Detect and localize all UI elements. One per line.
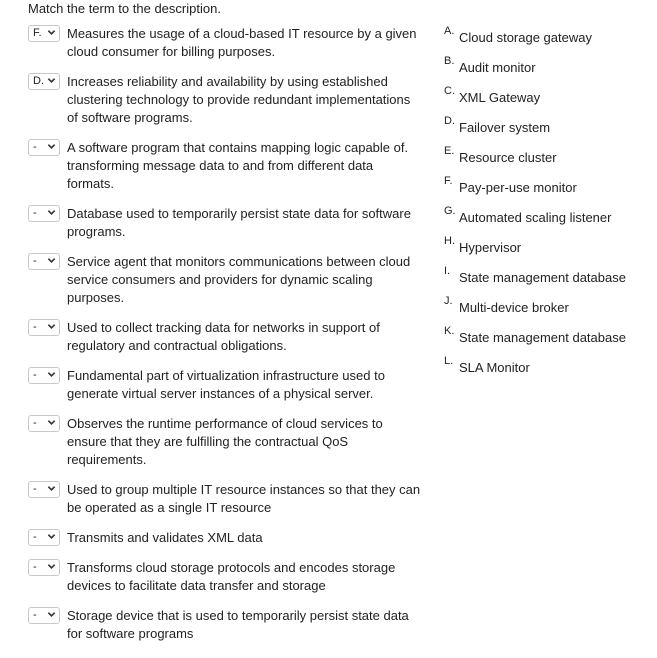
option-text: Hypervisor [459,240,522,255]
select-value: - [33,321,37,333]
question-text: Used to group multiple IT resource instances so that they can be operated as a single IT resource [67,482,421,515]
option-text: Audit monitor [459,60,536,75]
select-value: - [33,483,37,495]
answer-option [444,327,626,349]
answer-select[interactable] [28,481,60,498]
option-letter: C. [444,85,455,97]
option-letter: D. [444,115,455,127]
answer-select[interactable] [28,559,60,576]
select-value: - [33,609,37,621]
option-letter: A. [444,25,455,37]
instructions-text: Match the term to the description. [28,1,221,16]
answer-option [444,177,577,199]
option-letter: K. [444,325,455,337]
question-row [28,25,439,61]
answer-option [444,117,550,139]
question-text: Measures the usage of a cloud-based IT resource by a given cloud consumer for billing purposes. [67,26,417,59]
option-letter: B. [444,55,455,67]
select-value: - [33,255,37,267]
answer-select[interactable] [28,319,60,336]
option-letter: I. [444,265,451,277]
chevron-down-icon [47,370,56,379]
question-row [28,529,439,547]
answer-option [444,207,611,229]
chevron-down-icon [47,532,56,541]
answer-select[interactable] [28,139,60,156]
answer-select[interactable] [28,607,60,624]
answer-select[interactable] [28,25,60,42]
question-row [28,481,439,517]
question-text: Database used to temporarily persist state data for software programs. [67,206,411,239]
question-row [28,139,439,193]
select-value: - [33,369,37,381]
option-text: State management database [459,270,626,285]
option-text: Automated scaling listener [459,210,612,225]
question-row [28,319,439,355]
question-row [28,559,439,595]
question-text: Observes the runtime performance of cloud services to ensure that they are fulfilling the contractual QoS requirements. [67,416,383,467]
option-text: SLA Monitor [459,360,530,375]
chevron-down-icon [47,142,56,151]
question-text: Fundamental part of virtualization infrastructure used to generate virtual server instances of a physical server. [67,368,385,401]
question-row [28,73,439,127]
question-row [28,367,439,403]
answer-option [444,27,592,49]
question-text: Transforms cloud storage protocols and encodes storage devices to facilitate data transfer and storage [67,560,396,593]
chevron-down-icon [47,76,56,85]
question-text: Service agent that monitors communications between cloud service consumers and providers for dynamic scaling purposes. [67,254,411,305]
option-letter: H. [444,235,455,247]
question-text: A software program that contains mapping logic capable of. transforming message data to and from different data formats. [67,140,409,191]
answer-select[interactable] [28,529,60,546]
option-text: Cloud storage gateway [459,30,592,45]
chevron-down-icon [47,256,56,265]
select-value: - [33,531,37,543]
question-row [28,415,439,469]
option-text: Resource cluster [459,150,557,165]
answer-select[interactable] [28,73,60,90]
answer-select[interactable] [28,415,60,432]
option-letter: J. [444,295,453,307]
answer-select[interactable] [28,253,60,270]
chevron-down-icon [47,28,56,37]
select-value: D. [33,75,44,87]
option-letter: L. [444,355,454,367]
option-text: State management database [459,330,626,345]
chevron-down-icon [47,208,56,217]
answer-option [444,87,540,109]
select-value: - [33,417,37,429]
select-value: F. [33,27,42,39]
select-value: - [33,207,37,219]
question-text: Increases reliability and availability by using established clustering technology to provide redundant implementations of software programs. [67,74,411,125]
option-letter: F. [444,175,453,187]
select-value: - [33,141,37,153]
question-row [28,607,439,643]
question-row [28,253,439,307]
option-letter: G. [444,205,456,217]
chevron-down-icon [47,484,56,493]
answer-option [444,237,521,259]
question-text: Transmits and validates XML data [67,530,263,545]
question-text: Used to collect tracking data for networks in support of regulatory and contractual obligations. [67,320,380,353]
option-text: Multi-device broker [459,300,569,315]
chevron-down-icon [47,418,56,427]
option-text: Pay-per-use monitor [459,180,577,195]
select-value: - [33,561,37,573]
chevron-down-icon [47,610,56,619]
answer-option [444,57,536,79]
answer-option [444,267,626,289]
option-text: XML Gateway [459,90,541,105]
question-row [28,205,439,241]
chevron-down-icon [47,322,56,331]
question-text: Storage device that is used to temporarily persist state data for software programs [67,608,409,641]
answer-option [444,357,530,379]
chevron-down-icon [47,562,56,571]
answer-option [444,297,569,319]
answer-select[interactable] [28,205,60,222]
answer-option [444,147,557,169]
option-letter: E. [444,145,455,157]
option-text: Failover system [459,120,551,135]
answer-select[interactable] [28,367,60,384]
